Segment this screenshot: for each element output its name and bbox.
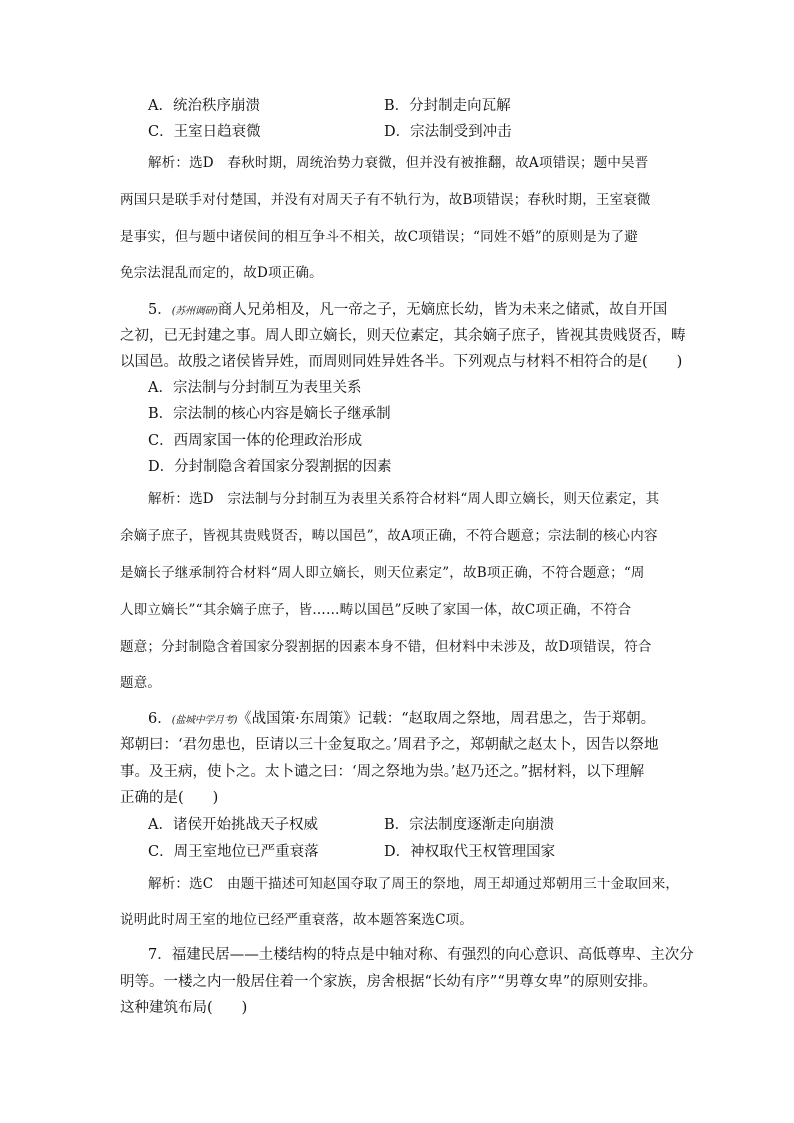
q7-stem-line-1: 7．福建民居——土楼结构的特点是中轴对称、有强烈的向心意识、高低尊卑、主次分 — [148, 947, 694, 963]
q4-analysis-line-2: 两国只是联手对付楚国，并没有对周天子有不轨行为，故B项错误；春秋时期，王室衰微 — [120, 192, 651, 208]
q4-analysis-line-1: 解析：选D 春秋时期，周统治势力衰微，但并没有被推翻，故A项错误；题中吴晋 — [148, 155, 649, 171]
q6-stem-line-2: 郑朝曰：‘君勿患也，臣请以三十金复取之。’周君予之，郑朝献之赵太卜，因告以祭地 — [120, 737, 659, 753]
q4-analysis-line-4: 免宗法混乱而定的，故D项正确。 — [120, 265, 323, 281]
q5-stem-line-3: 以国邑。故殷之诸侯皆异姓，而周则同姓异姓各半。下列观点与材料不相符合的是( ) — [120, 354, 683, 370]
q5-option-b: B．宗法制的核心内容是嫡长子继承制 — [148, 406, 391, 422]
q5-option-c: C．西周家国一体的伦理政治形成 — [148, 433, 363, 449]
q5-stem-line-1 — [148, 300, 708, 322]
q5-analysis-line-3: 是嫡长子继承制符合材料“周人即立嫡长，则天位素定”，故B项正确，不符合题意；“周 — [120, 565, 645, 581]
q6-option-a: A．诸侯开始挑战天子权威 — [148, 817, 318, 833]
q5-source: (苏州调研) — [171, 306, 218, 317]
q4-option-c: C．王室日趋衰微 — [148, 124, 261, 140]
q5-analysis-line-6: 题意。 — [120, 675, 162, 691]
q6-stem-text-1: 《战国策·东周策》记载：“赵取周之祭地，周君患之，告于郑朝。 — [237, 711, 656, 727]
q5-analysis-line-2: 余嫡子庶子，皆视其贵贱贤否，畴以国邑”，故A项正确，不符合题意；宗法制的核心内容 — [120, 528, 658, 544]
q5-option-d: D．分封制隐含着国家分裂割据的因素 — [148, 459, 392, 475]
q5-option-a: A．宗法制与分封制互为表里关系 — [148, 380, 362, 396]
q7-stem-line-3: 这种建筑布局( ) — [120, 1000, 248, 1016]
q5-analysis-line-1: 解析：选D 宗法制与分封制互为表里关系符合材料“周人即立嫡长，则天位素定，其 — [148, 491, 660, 507]
q6-source: (盐城中学月考) — [171, 715, 238, 726]
q6-number: 6． — [148, 711, 172, 727]
q5-analysis-line-4: 人即立嫡长”“其余嫡子庶子，皆……畴以国邑”反映了家国一体，故C项正确，不符合 — [120, 602, 632, 618]
q6-option-d: D．神权取代王权管理国家 — [384, 844, 556, 860]
q5-number: 5． — [148, 302, 172, 318]
q4-analysis-line-3: 是事实，但与题中诸侯间的相互争斗不相关，故C项错误；“同姓不婚”的原则是为了避 — [120, 229, 638, 245]
q4-option-b: B．分封制走向瓦解 — [384, 98, 511, 114]
q5-analysis-line-5: 题意；分封制隐含着国家分裂割据的因素本身不错，但材料中未涉及，故D项错误，符合 — [120, 639, 652, 655]
q4-option-d: D．宗法制受到冲击 — [384, 124, 512, 140]
q6-option-row-2 — [148, 842, 556, 862]
q6-option-c: C．周王室地位已严重衰落 — [148, 844, 319, 860]
q7-stem-line-2: 明等。一楼之内一般居住着一个家族，房舍根据“长幼有序”“男尊女卑”的原则安排。 — [120, 974, 658, 990]
q5-stem-line-2: 之初，已无封建之事。周人即立嫡长，则天位素定，其余嫡子庶子，皆视其贵贱贤否，畴 — [120, 328, 686, 344]
q4-option-row-1 — [148, 96, 511, 116]
q6-option-row-1 — [148, 815, 555, 835]
q6-option-b: B．宗法制度逐渐走向崩溃 — [384, 817, 555, 833]
q6-analysis-line-1: 解析：选C 由题干描述可知赵国夺取了周王的祭地，周王却通过郑朝用三十金取回来， — [148, 876, 680, 892]
q6-stem-line-3: 事。及王病，使卜之。太卜谴之曰：‘周之祭地为祟。’赵乃还之。”据材料，以下理解 — [120, 764, 645, 780]
q4-option-row-2 — [148, 122, 512, 142]
q6-stem-line-4: 正确的是( ) — [120, 790, 219, 806]
q6-analysis-line-2: 说明此时周王室的地位已经严重衰落，故本题答案选C项。 — [120, 912, 474, 928]
q5-stem-text-1: 商人兄弟相及，凡一帝之子，无嫡庶长幼，皆为未来之储贰，故自开国 — [217, 302, 668, 318]
q6-stem-line-1 — [148, 709, 708, 731]
q4-option-a: A．统治秩序崩溃 — [148, 98, 260, 114]
